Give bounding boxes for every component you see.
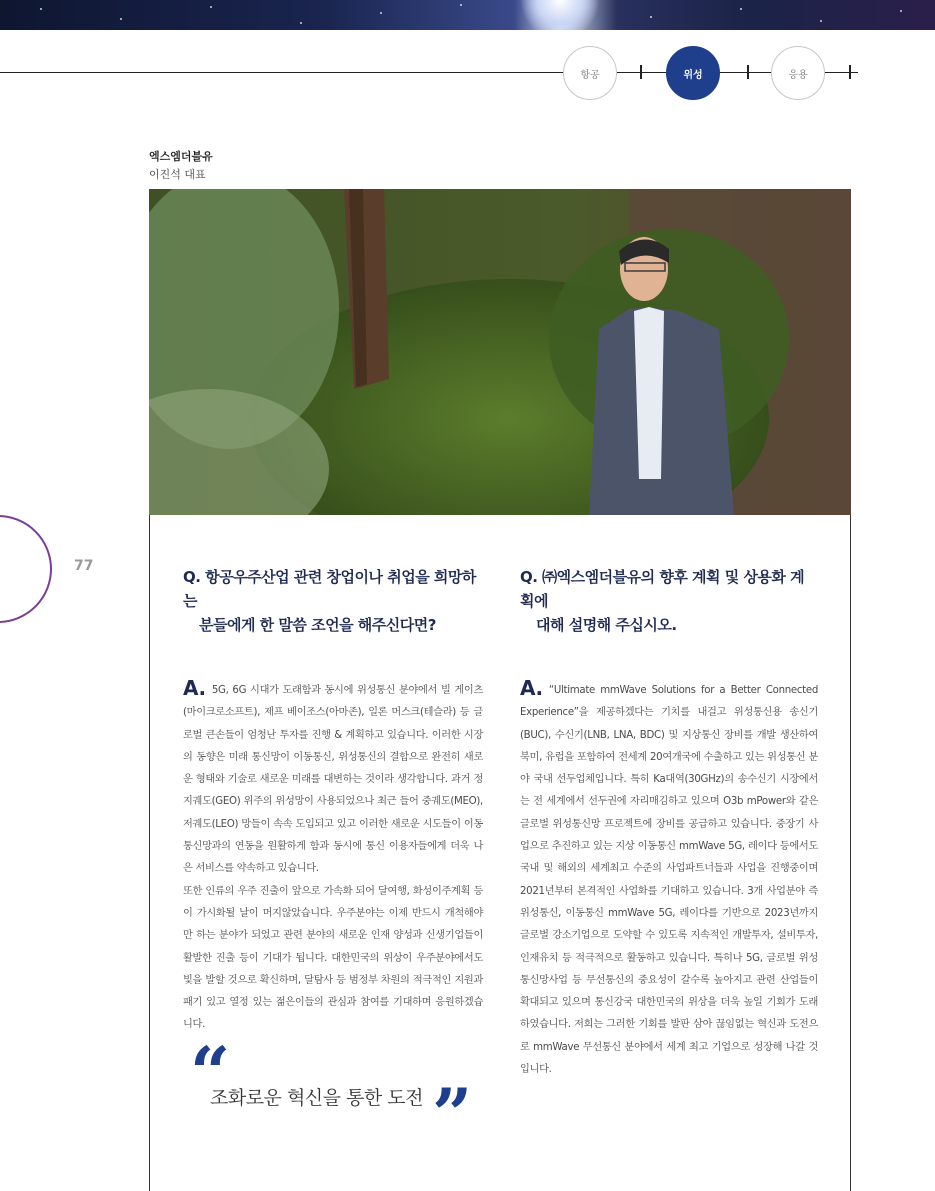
answer-mark: A. xyxy=(183,676,206,700)
right-column xyxy=(520,565,818,1081)
nav-tick xyxy=(640,65,642,79)
person-name: 이진석 대표 xyxy=(149,168,206,181)
star xyxy=(820,20,822,22)
nav-tick xyxy=(747,65,749,79)
star xyxy=(380,12,382,14)
star xyxy=(300,22,302,24)
question-2-line2: 대해 설명해 주십시오. xyxy=(536,616,677,634)
page-number: 77 xyxy=(74,558,94,574)
frame-right xyxy=(850,515,851,1191)
answer-1-paragraph-2: 또한 인류의 우주 진출이 앞으로 가속화 되어 달여행, 화성이주계획 등이 가시화될 날이 머지않았습니다. 우주분야는 이제 반드시 개척해야만 하는 분야가 되었고 관련 분야의 새로운 인재 양성과 신생기업들이 활발한 진출 등이 기대가 됩니다. 대한민국의 위상이 우주분야에서도 빛을 발할 것으로 확신하며, 달탐사 등 범정부 차원의 적극적인 지원과 패기 있고 열정 있는 젊은이들의 관심과 참여를 기대하며 응원하겠습니다. xyxy=(183,885,483,1031)
photo-illustration xyxy=(149,189,851,515)
question-1-line2: 분들에게 한 말씀 조언을 해주신다면? xyxy=(199,616,436,634)
star xyxy=(900,10,902,12)
nav-tick xyxy=(849,65,851,79)
star xyxy=(210,6,212,8)
left-column xyxy=(183,565,483,1037)
answer-2 xyxy=(520,677,818,1081)
star xyxy=(460,4,462,6)
tab-aviation[interactable]: 항공 xyxy=(563,46,617,100)
star xyxy=(40,8,42,10)
answer-mark: A. xyxy=(520,676,543,700)
question-1 xyxy=(183,565,483,637)
page-ring xyxy=(0,515,52,623)
interview-photo xyxy=(149,189,851,515)
planet-glow xyxy=(520,0,600,30)
quote-close-mark: ” xyxy=(432,1073,473,1156)
nav-line xyxy=(0,72,858,73)
space-banner xyxy=(0,0,935,30)
tab-application[interactable]: 응용 xyxy=(771,46,825,100)
answer-2-paragraph-1: “Ultimate mmWave Solutions for a Better Connected Experience”을 제공하겠다는 기치를 내걸고 위성통신용 송신기(BUC), 수신기(LNB, LNA, BDC) 및 지상통신 장비를 개발 생산하여 북미, 유럽을 포함하여 전세계 20여개국에 수출하고 있는 위성통신 분야 국내 선두업체입니다. 특히 Ka대역(30GHz)의 송수신기 시장에서는 전 세계에서 선두권에 자리매김하고 있으며 O3b mPower와 같은 글로벌 위성통신망 프로젝트에 장비를 공급하고 있습니다. 중장기 사업으로 추진하고 있는 지상 이동통신 mmWave 5G, 레이다 등에서도 국내 및 해외의 세계최고 수준의 사업파트너들과 사업을 진행중이며 2021년부터 본격적인 사업화를 기대하고 있습니다. 3개 사업분야 즉 위성통신, 이동통신 mmWave 5G, 레이다를 기반으로 2023년까지 글로벌 강소기업으로 도약할 수 있도록 지속적인 개발투자, 설비투자, 인재유치 등 적극적으로 활동하고 있습니다. 특히나 5G, 글로벌 위성통신망사업 등 무선통신의 중요성이 갈수록 높아지고 관련 산업들이 확대되고 있으며 통신강국 대한민국의 위상을 더욱 높일 기회가 도래하였습니다. 저희는 그러한 기회를 발판 삼아 끊임없는 혁신과 도전으로 mmWave 무선통신 분야에서 세계 최고 기업으로 성장해 나갈 것입니다. xyxy=(520,685,818,1076)
star xyxy=(120,18,122,20)
frame-left xyxy=(149,515,150,1191)
question-1-line1: Q. 항공우주산업 관련 창업이나 취업을 희망하는 xyxy=(183,568,476,610)
company-name: 엑스엠더블유 xyxy=(149,150,213,163)
answer-1-paragraph-1: 5G, 6G 시대가 도래함과 동시에 위성통신 분야에서 빌 게이츠(마이크로소프트), 제프 베이조스(아마존), 일론 머스크(테슬라) 등 글로벌 큰손들이 엄청난 투자를 진행 & 계획하고 있습니다. 이러한 시장의 동향은 미래 통신망이 이동통신, 위성통신의 결합으로 완전히 새로운 형태와 기술로 새로운 미래를 대변하는 것이라 생각합니다. 과거 정지궤도(GEO) 위주의 위성망이 사용되었으나 최근 들어 중궤도(MEO), 저궤도(LEO) 망들이 속속 도입되고 있고 이러한 새로운 시도들이 이동통신망과의 연동을 원활하게 함과 동시에 통신 이용자들에게 더욱 나은 서비스를 약속하고 있습니다. xyxy=(183,685,483,875)
quote-open-mark: “ xyxy=(190,1031,231,1114)
star xyxy=(650,16,652,18)
answer-1 xyxy=(183,677,483,1037)
question-2 xyxy=(520,565,818,637)
pull-quote-text: 조화로운 혁신을 통한 도전 xyxy=(210,1087,424,1109)
star xyxy=(740,8,742,10)
tab-satellite[interactable]: 위성 xyxy=(666,46,720,100)
question-2-line1: Q. ㈜엑스엠더블유의 향후 계획 및 상용화 계획에 xyxy=(520,568,805,610)
